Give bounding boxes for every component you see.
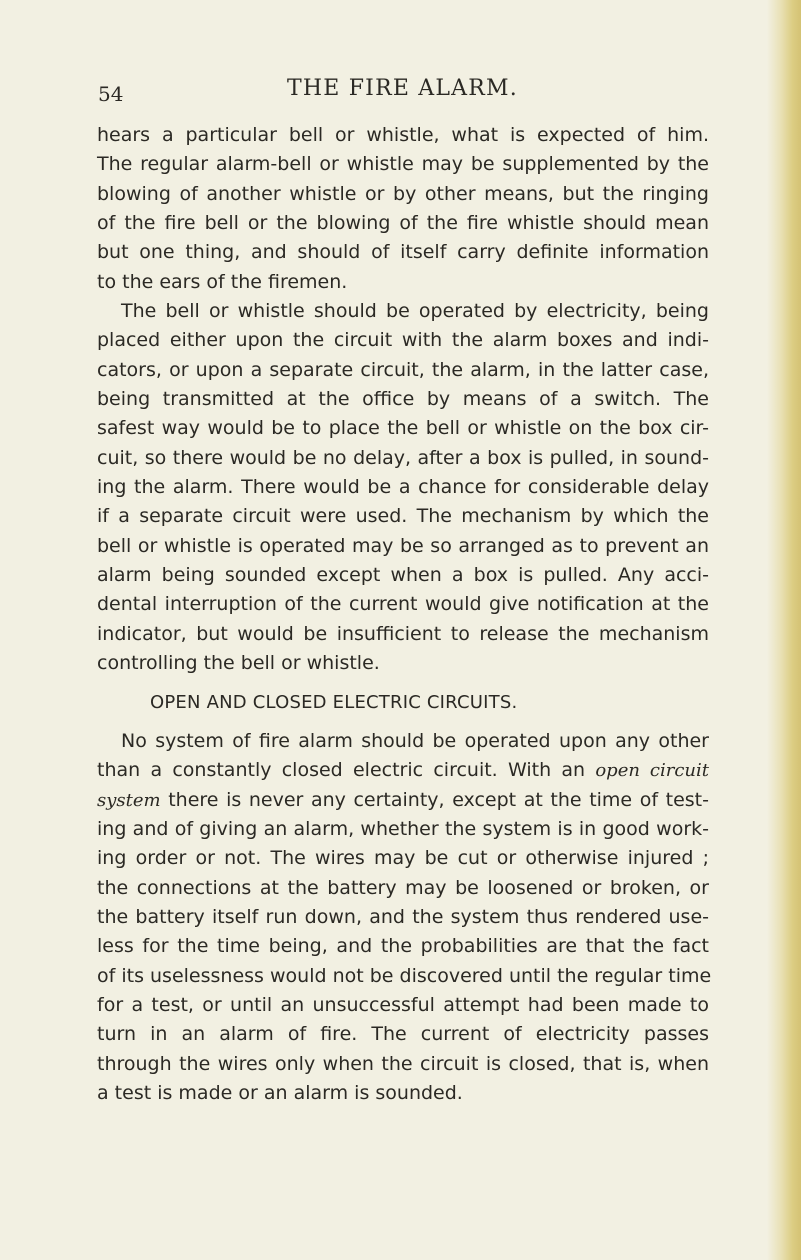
text-line: if a separate circuit were used. The mechanism by which the <box>97 505 709 527</box>
italic-term: open circuit <box>595 760 710 781</box>
text-line: a test is made or an alarm is sounded. <box>97 1082 463 1104</box>
text-line: but one thing, and should of itself carry definite information <box>97 241 709 263</box>
text-line: less for the time being, and the probabilities are that the fact <box>97 935 709 957</box>
text-line: dental interruption of the current would give notification at the <box>97 593 709 615</box>
text-line: No system of fire alarm should be operated upon any other <box>121 730 709 752</box>
text-line: bell or whistle is operated may be so arranged as to prevent an <box>97 535 709 557</box>
page-edge-shading <box>767 0 801 1260</box>
text-line: controlling the bell or whistle. <box>97 652 380 674</box>
text-line: the connections at the battery may be loosened or broken, or <box>97 877 709 899</box>
text-line <box>97 756 709 785</box>
text-line: The bell or whistle should be operated by electricity, being <box>121 300 709 322</box>
text-line: cators, or upon a separate circuit, the alarm, in the latter case, <box>97 359 709 381</box>
text-line: blowing of another whistle or by other means, but the ringing <box>97 183 709 205</box>
page-number: 54 <box>98 82 124 106</box>
text-line: being transmitted at the office by means of a switch. The <box>97 388 709 410</box>
section-heading: OPEN AND CLOSED ELECTRIC CIRCUITS. <box>150 692 518 713</box>
text-span: there is never any certainty, except at the time of test- <box>160 789 709 811</box>
text-line: The regular alarm-bell or whistle may be supplemented by the <box>97 153 709 175</box>
running-head: THE FIRE ALARM. <box>287 76 518 101</box>
text-line: indicator, but would be insufficient to release the mechanism <box>97 623 709 645</box>
italic-term: system <box>97 790 161 811</box>
text-line: ing order or not. The wires may be cut or otherwise injured ; <box>97 847 709 869</box>
text-line: for a test, or until an unsuccessful attempt had been made to <box>97 994 709 1016</box>
text-line: cuit, so there would be no delay, after a box is pulled, in sound- <box>97 447 709 469</box>
text-line: ing and of giving an alarm, whether the system is in good work- <box>97 818 709 840</box>
text-line <box>97 786 709 815</box>
text-line: hears a particular bell or whistle, what is expected of him. <box>97 124 709 146</box>
text-span: than a constantly closed electric circuit. With an <box>97 759 596 781</box>
text-line: alarm being sounded except when a box is pulled. Any acci- <box>97 564 709 586</box>
text-line: to the ears of the firemen. <box>97 271 348 293</box>
text-line: of its uselessness would not be discovered until the regular time <box>97 965 712 987</box>
text-line: turn in an alarm of fire. The current of electricity passes <box>97 1023 709 1045</box>
text-line: ing the alarm. There would be a chance for considerable delay <box>97 476 709 498</box>
text-line: of the fire bell or the blowing of the fire whistle should mean <box>97 212 709 234</box>
text-line: placed either upon the circuit with the alarm boxes and indi- <box>97 329 709 351</box>
text-line: the battery itself run down, and the system thus rendered use- <box>97 906 709 928</box>
text-line: safest way would be to place the bell or whistle on the box cir- <box>97 417 709 439</box>
text-line: through the wires only when the circuit is closed, that is, when <box>97 1053 709 1075</box>
